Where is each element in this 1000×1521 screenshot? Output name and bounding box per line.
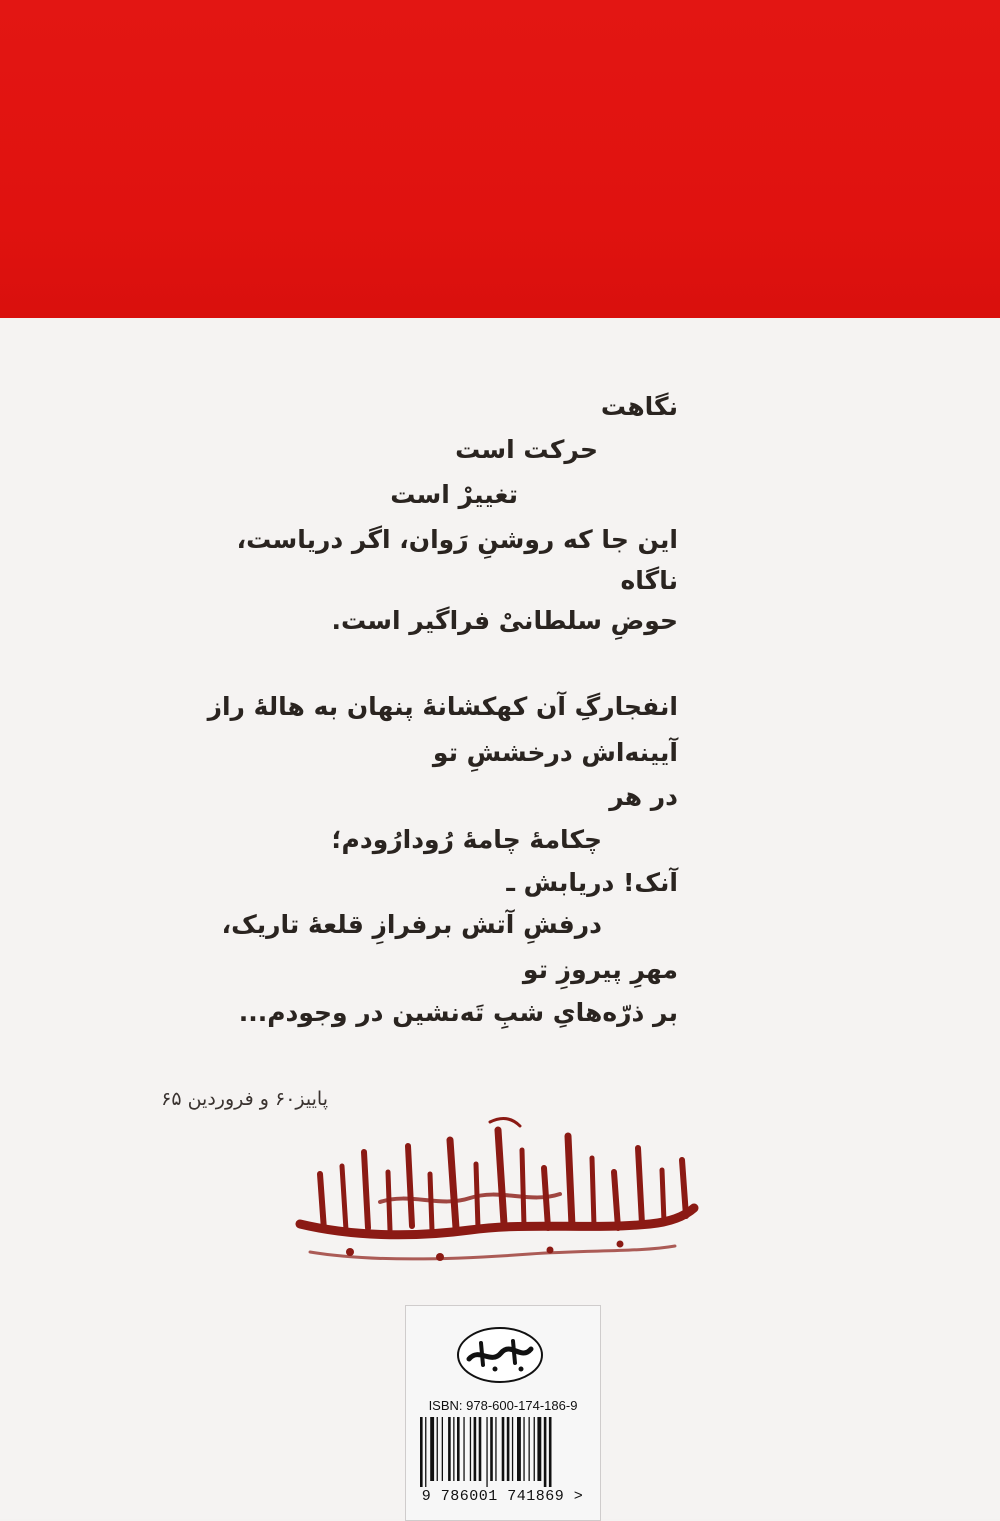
poem-line: تغییرْ است	[390, 480, 518, 509]
poem-line: حرکت است	[455, 435, 598, 464]
barcode-digits: 9 786001 741869 >	[421, 1488, 584, 1505]
publisher-logo	[455, 1325, 545, 1385]
poem-line: آیینه‌اش درخششِ تو	[432, 738, 678, 767]
poem-line: حوضِ سلطانیْ فراگیر است.	[331, 606, 678, 635]
red-cover-band	[0, 0, 1000, 318]
poem-line: درفشِ آتش برفرازِ قلعهٔ تاریک،	[221, 910, 602, 939]
poem-line: بر ذرّه‌هایِ شبِ تَه‌نشین در وجودم...	[238, 998, 678, 1027]
barcode-icon	[416, 1417, 586, 1487]
poem-line: در هر	[609, 782, 678, 811]
poem-date: پاییز۶۰ و فروردین ۶۵	[161, 1088, 328, 1110]
calligraphy-title-artwork	[290, 1112, 700, 1277]
isbn-number: ISBN: 978-600-174-186-9	[428, 1398, 578, 1413]
poem-line: مهرِ پیروزِ تو	[522, 955, 678, 984]
poem-line: این جا که روشنِ رَوان، اگر دریاست،	[236, 525, 678, 554]
poem-line: ناگاه	[620, 566, 678, 595]
poem-line: انفجارگِ آن کهکشانهٔ پنهان به هالهٔ راز	[207, 692, 678, 721]
poem-line: چکامهٔ چامهٔ رُودارُودم؛	[331, 825, 602, 854]
poem-line: نگاهت	[600, 392, 678, 421]
poem-line: آنک! دریابش ـ	[506, 868, 678, 897]
